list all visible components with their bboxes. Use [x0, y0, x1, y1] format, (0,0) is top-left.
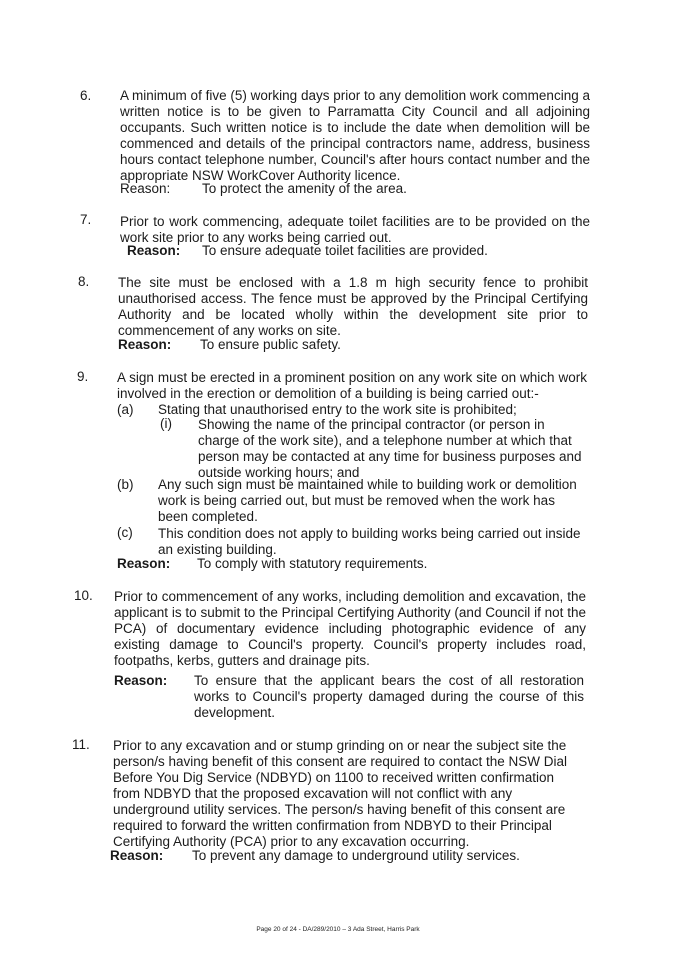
- sub-item-i-mark: (i): [160, 416, 172, 431]
- reason-label: Reason:: [114, 673, 168, 688]
- condition-number: 10.: [74, 588, 93, 603]
- reason-row: [120, 181, 590, 197]
- sub-item-b-mark: (b): [117, 477, 134, 492]
- reason-row: [127, 243, 587, 259]
- reason-row: [117, 556, 577, 572]
- sub-item-c-text: This condition does not apply to building works being carried out inside an existing building.: [158, 526, 581, 557]
- sub-item-a-mark: (a): [117, 402, 134, 417]
- reason-text: To ensure public safety.: [200, 337, 341, 352]
- reason-label: Reason:: [117, 556, 171, 571]
- reason-text: To prevent any damage to underground utility services.: [192, 848, 520, 863]
- page-footer: Page 20 of 24 - DA/289/2010 – 3 Ada Street, Harris Park: [256, 926, 420, 933]
- sub-item-a-text: Stating that unauthorised entry to the work site is prohibited;: [158, 402, 517, 417]
- condition-text: A sign must be erected in a prominent position on any work site on which work involved in the erection or demolition of a building is being carried out:-: [117, 370, 587, 401]
- condition-text: Prior to any excavation and or stump grinding on or near the subject site the person/s having benefit of this consent are required to contact the NSW Dial Before You Dig Service (NDBYD) on 1100 to received written confirmation from NDBYD that the proposed excavation will not conflict with any underground utility services. The person/s having benefit of this consent are required to forward the written confirmation from NDBYD to their Principal Certifying Authority (PCA) prior to any excavation occurring.: [113, 738, 567, 849]
- reason-text: To comply with statutory requirements.: [197, 556, 428, 571]
- reason-label: Reason:: [110, 848, 164, 863]
- condition-text: Prior to commencement of any works, including demolition and excavation, the applicant is to submit to the Principal Certifying Authority (and Council if not the PCA) of documentary evidence including photographic evidence of any existing damage to Council's property. Council's property includes road, footpaths, kerbs, gutters and drainage pits.: [114, 589, 586, 668]
- reason-row: [118, 337, 578, 353]
- sub-item-c-mark: (c): [117, 525, 133, 540]
- reason-text: To ensure adequate toilet facilities are provided.: [202, 243, 488, 258]
- reason-label: Reason:: [120, 181, 171, 196]
- reason-text: To protect the amenity of the area.: [202, 181, 407, 196]
- condition-number: 8.: [78, 274, 90, 289]
- condition-number: 7.: [80, 212, 92, 227]
- condition-number: 9.: [77, 369, 89, 384]
- reason-label: Reason:: [118, 337, 172, 352]
- reason-text: To ensure that the applicant bears the cost of all restoration works to Council's property damaged during the course of this development.: [194, 673, 584, 720]
- condition-number: 11.: [72, 737, 90, 752]
- condition-text: Prior to work commencing, adequate toilet facilities are to be provided on the work site prior to any works being carried out.: [120, 214, 590, 245]
- condition-text: The site must be enclosed with a 1.8 m high security fence to prohibit unauthorised access. The fence must be approved by the Principal Certifying Authority and be located wholly within the development site prior to commencement of any works on site.: [118, 275, 588, 338]
- condition-text: A minimum of five (5) working days prior to any demolition work commencing a written notice is to be given to Parramatta City Council and all adjoining occupants. Such written notice is to include the date when demolition will be commenced and details of the principal contractors name, address, business hours contact telephone number, Council's after hours contact number and the appropriate NSW WorkCover Authority licence.: [120, 88, 590, 183]
- reason-label: Reason:: [127, 243, 181, 258]
- sub-item-b-text: Any such sign must be maintained while to building work or demolition work is being carried out, but must be removed when the work has been completed.: [158, 477, 577, 524]
- sub-item-i-text: Showing the name of the principal contractor (or person in charge of the work site), and a telephone number at which that person may be contacted at any time for business purposes and outside working hours; and: [198, 417, 582, 480]
- reason-row: [110, 848, 580, 864]
- condition-number: 6.: [80, 88, 92, 103]
- reason-row: [114, 673, 586, 720]
